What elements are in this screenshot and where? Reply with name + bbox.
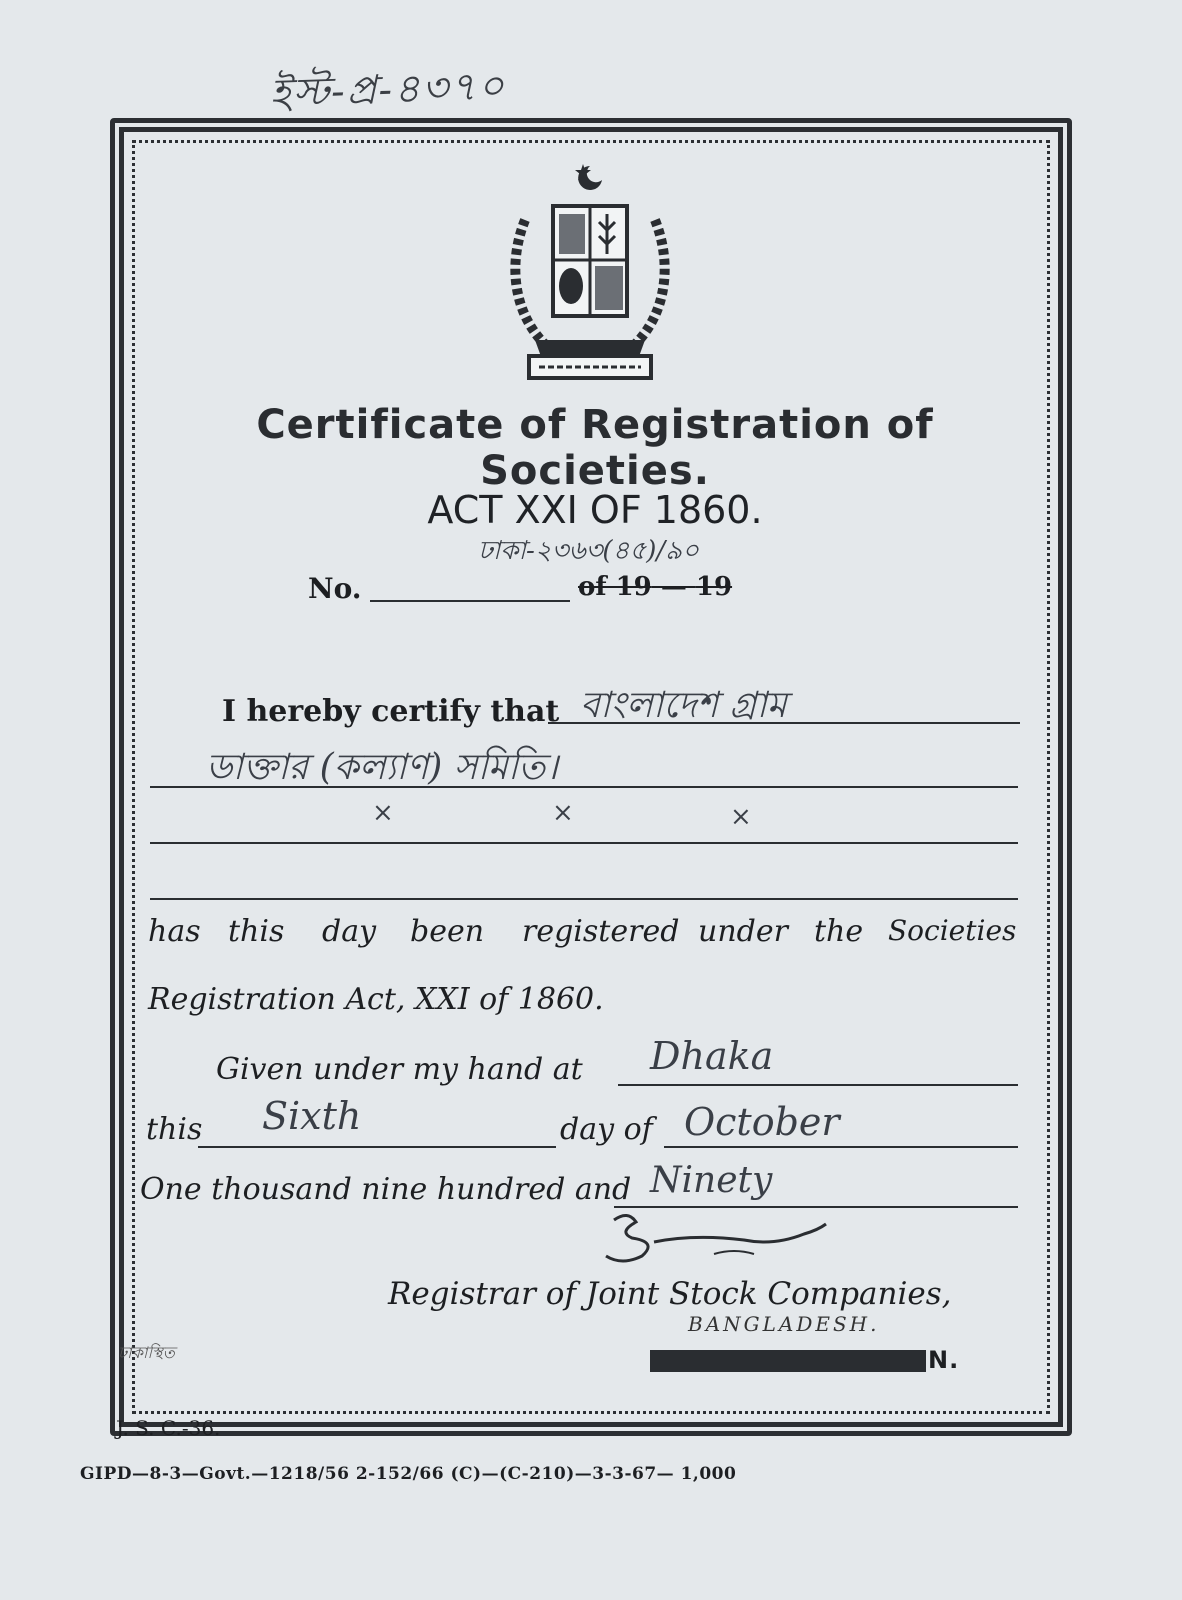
month-underline [664, 1146, 1018, 1148]
number-underline [370, 600, 570, 602]
number-label: No. [308, 572, 362, 605]
registered-word-5: registered [522, 914, 680, 949]
emblem-icon [495, 160, 685, 400]
top-handwritten-note: ইস্ট-প্র-৪৩৭০ [269, 62, 507, 118]
registrar-label: Registrar of Joint Stock Companies, [388, 1276, 952, 1312]
day-of-label: day of [560, 1112, 653, 1147]
printer-line: GIPD—8-3—Govt.—1218/56 2-152/66 (C)—(C-210)—3-3-67— 1,000 [80, 1464, 737, 1484]
registration-act-line: Registration Act, XXI of 1860. [148, 982, 604, 1017]
number-of-text: of 19 [578, 572, 652, 602]
registered-word-7: the [814, 914, 864, 949]
year-value: Ninety [650, 1160, 773, 1201]
name-line-4 [150, 898, 1018, 900]
act-heading: ACT XXI OF 1860. [427, 488, 763, 532]
certificate-title: Certificate of Registration of Societies. [256, 402, 934, 494]
number-of-year: of 19 — 19 [578, 572, 733, 602]
society-name-line2: ডাক্তার (কল্যাণ) সমিতি। [206, 747, 559, 788]
registered-word-3: day [322, 914, 377, 949]
name-line-3 [150, 842, 1018, 844]
year-label: One thousand nine hundred and [140, 1172, 632, 1207]
cross-mark-3: × [730, 802, 752, 832]
stamp-country: BANGLADESH. [688, 1312, 880, 1336]
day-underline [198, 1146, 556, 1148]
number-year-text: 19 [695, 572, 733, 602]
given-label: Given under my hand at [216, 1052, 583, 1087]
serial-number-handwritten: ঢাকা-২৩৬৩(৪৫)/৯০ [478, 536, 699, 566]
day-value: Sixth [262, 1094, 362, 1138]
margin-handwritten-note: ঢাকাস্থিত [118, 1343, 175, 1362]
registered-word-1: has [148, 914, 201, 949]
stamp-struck-line [650, 1346, 959, 1374]
registered-word-2: this [228, 914, 285, 949]
place-value: Dhaka [650, 1034, 774, 1078]
this-label: this [146, 1112, 203, 1147]
place-underline [618, 1084, 1018, 1086]
month-value: October [684, 1100, 840, 1144]
registrar-signature-icon [594, 1206, 844, 1276]
registered-word-6: under [698, 914, 788, 949]
certify-text: I hereby certify that [222, 694, 560, 729]
cross-mark-1: × [372, 798, 394, 828]
form-code: J. S. C.-36. [116, 1416, 221, 1440]
stamp-suffix: N. [928, 1346, 960, 1374]
society-name-line1: বাংলাদেশ গ্রাম [580, 685, 787, 726]
registered-word-8: Societies [888, 914, 1017, 947]
cross-mark-2: × [552, 798, 574, 828]
certify-label [222, 694, 559, 729]
stamp-redaction [650, 1350, 926, 1372]
registered-word-4: been [410, 914, 485, 949]
